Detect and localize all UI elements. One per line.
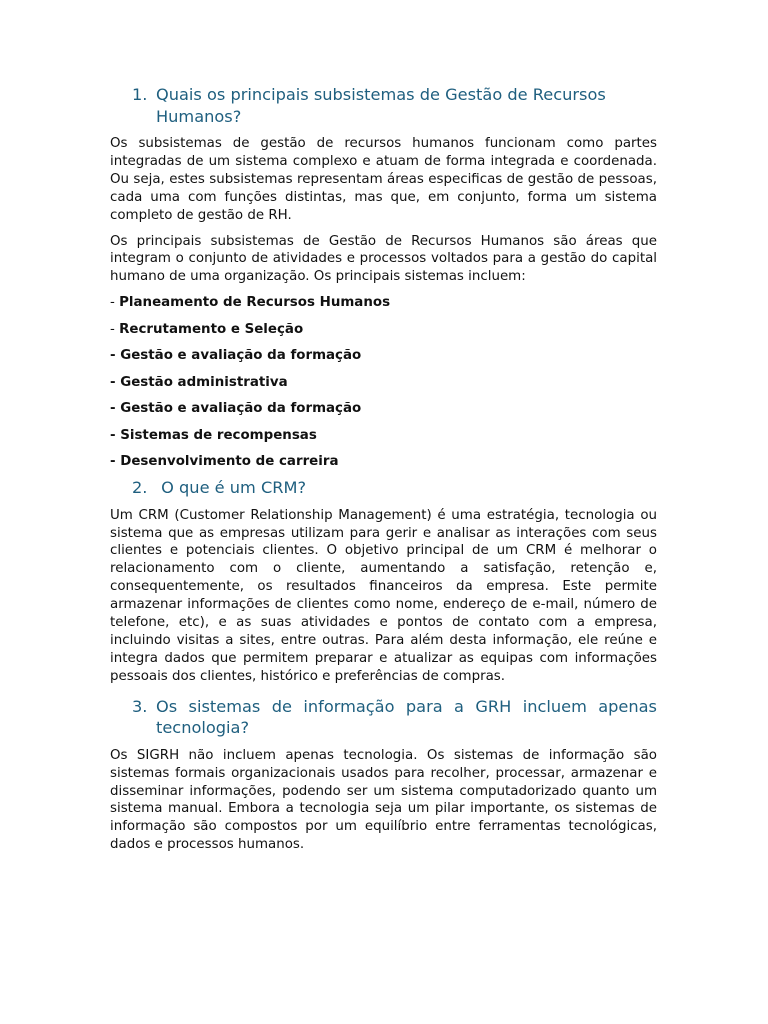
subsystems-list bbox=[110, 294, 657, 471]
list-item: - Gestão e avaliação da formação bbox=[110, 401, 362, 417]
section-1-heading bbox=[110, 84, 657, 127]
section-2-heading bbox=[110, 477, 657, 499]
section-3-paragraph-1: Os SIGRH não incluem apenas tecnologia. Os sistemas de informação são sistemas formais organizacionais usados para recolher, processar, armazenar e disseminar informações, podendo ser um sistema computadorizado quanto um sistema manual. Embora a tecnologia seja um pilar importante, os sistemas de informação são compostos por um equilíbrio entre ferramentas tecnológicas, dados e processos humanos. bbox=[110, 747, 657, 853]
list-item: - Recrutamento e Seleção bbox=[110, 321, 304, 337]
list-item: - Planeamento de Recursos Humanos bbox=[110, 295, 391, 311]
list-item: - Desenvolvimento de carreira bbox=[110, 454, 339, 470]
section-2-title: O que é um CRM? bbox=[156, 478, 307, 498]
section-2-paragraph-1: Um CRM (Customer Relationship Management) é uma estratégia, tecnologia ou sistema que as empresas utilizam para gerir e analisar as interações com seus clientes e potenciais clientes. O objetivo principal de um CRM é melhorar o relacionamento com o cliente, aumentando a satisfação, retenção e, consequentemente, os resultados financeiros da empresa. Este permite armazenar informações de clientes como nome, endereço de e-mail, número de telefone, etc), e as suas atividades e pontos de contato com a empresa, incluindo visitas a sites, entre outras. Para além desta informação, ele reúne e integra dados que permitem preparar e atualizar as equipas com informações pessoais dos clientes, histórico e preferências de compras. bbox=[110, 507, 657, 684]
document-page bbox=[110, 84, 657, 854]
section-2-number: 2. bbox=[132, 478, 148, 498]
list-item: - Gestão administrativa bbox=[110, 374, 288, 390]
section-1-title: Quais os principais subsistemas de Gestão de Recursos Humanos? bbox=[156, 85, 606, 126]
section-3-title: Os sistemas de informação para a GRH incluem apenas tecnologia? bbox=[156, 696, 657, 738]
section-3-number: 3. bbox=[132, 696, 148, 716]
section-1-paragraph-1: Os subsistemas de gestão de recursos humanos funcionam como partes integradas de um sistema complexo e atuam de forma integrada e coordenada. Ou seja, estes subsistemas representam áreas especificas de gestão de pessoas, cada uma com funções distintas, mas que, em conjunto, forma um sistema completo de gestão de RH. bbox=[110, 136, 657, 223]
section-3-heading bbox=[110, 696, 657, 739]
list-item: - Sistemas de recompensas bbox=[110, 427, 317, 443]
list-item: - Gestão e avaliação da formação bbox=[110, 348, 362, 364]
section-1-paragraph-2: Os principais subsistemas de Gestão de Recursos Humanos são áreas que integram o conjunto de atividades e processos voltados para a gestão do capital humano de uma organização. Os principais sistemas incluem: bbox=[110, 233, 657, 285]
section-1-number: 1. bbox=[132, 85, 148, 104]
